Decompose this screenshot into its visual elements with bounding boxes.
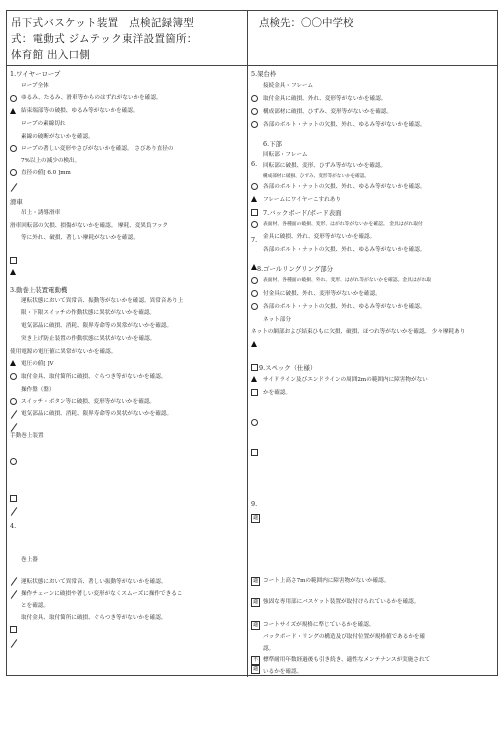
- section-number-4: 4.: [10, 522, 17, 530]
- slash-mark-icon: [11, 590, 18, 599]
- triangle-filled-icon: [10, 360, 16, 366]
- circle-check-icon: [251, 121, 258, 128]
- check-item: ゆるみ、たるみ、滑車等からのはずれがないかを確認。: [21, 95, 162, 101]
- check-item: 突き上げ防止装置の作動状態に異状がないかを確認。: [21, 336, 156, 342]
- section-wire-rope: 1.ワイヤーロープ: [10, 70, 61, 78]
- status-badge: 適: [253, 578, 259, 584]
- square-box-icon: [10, 257, 17, 264]
- header-title-line2: 式：電動式 ジムテック東洋設置箇所：: [11, 33, 198, 45]
- check-item: 各部のボルト・ナットの欠損、外れ、ゆるみ等がないかを確認。: [263, 247, 426, 253]
- status-badge: 適: [253, 515, 259, 521]
- check-item: バックボード・リングの構造及び取付位置が規格値であるかを確: [263, 634, 426, 640]
- section-backboard: 7.バックボード/ボード表面: [263, 209, 342, 217]
- diameter-value: 直径の値[ 6.0 ]mm: [21, 170, 71, 176]
- check-item: 標準耐用年数経過後も引き続き、適性なメンテナンスが実施されて: [263, 657, 431, 663]
- check-item: 運転状態において異常音、振動等がないかを確認。異常音あり上: [21, 298, 184, 304]
- check-item: 各部のボルト・ナットの欠損、外れ、ゆるみ等がないかを確認。: [263, 304, 426, 310]
- check-item: 各部のボルト・ナットの欠損、外れ、ゆるみ等がないかを確認。: [263, 184, 426, 190]
- square-box-icon: [251, 364, 258, 371]
- status-badge-ng: 不: [253, 657, 259, 663]
- check-item: ロープの著しい変形やさびがないかを確認。 さびあり直径の: [21, 146, 174, 152]
- check-item: 強固な専用部にバスケット装置が取付けられているかを確認。: [263, 599, 420, 605]
- circle-check-icon: [251, 221, 258, 228]
- slash-mark-icon: [11, 507, 18, 516]
- slash-mark-icon: [11, 577, 18, 586]
- section-frame: 5.架台枠: [251, 70, 277, 78]
- status-badge: 適: [253, 599, 259, 605]
- row-number: 6.: [251, 160, 258, 168]
- header-title-line1: 吊下式バスケット装置 点検記録簿型: [11, 17, 195, 29]
- slash-mark-icon: [11, 183, 18, 192]
- check-item: 滑車回転部の欠損、損傷がないかを確認。 摩耗、変異負フック: [10, 223, 169, 229]
- circle-check-icon: [10, 398, 17, 405]
- subsection-pulley: 吊上・誘導滑車: [21, 210, 61, 216]
- circle-check-icon: [251, 108, 258, 115]
- row-number: 7.: [251, 236, 258, 244]
- check-item: 回転部に破損、変形、ひずみ等がないかを確認。: [263, 163, 387, 169]
- triangle-filled-icon: [10, 108, 16, 114]
- circle-check-icon: [10, 95, 17, 102]
- check-item: 7%以上の減少の検出。: [21, 158, 81, 164]
- status-badge: 適: [253, 622, 259, 628]
- circle-check-icon: [251, 419, 258, 426]
- check-item: 使用電源の電圧値に異常がないかを確認。: [10, 349, 117, 355]
- check-item: 取付金具に破損、外れ、変形等がないかを確認。: [263, 96, 387, 102]
- slash-mark-icon: [11, 410, 18, 419]
- check-item: サイドライン及びエンドラインの周囲2mの範囲内に障害物がない: [263, 377, 428, 383]
- subsection-connector: 接続金具・フレーム: [263, 83, 314, 89]
- check-item: 認。: [263, 646, 275, 652]
- slash-mark-icon: [11, 423, 18, 432]
- voltage-value: 電圧の値[ ]V: [21, 361, 54, 367]
- column-divider: [247, 65, 248, 677]
- check-item: とを確認。: [21, 603, 49, 609]
- square-box-icon: [251, 389, 258, 396]
- check-item: 構成部材に破損、ひずみ、変形等がないかを確認。: [263, 109, 392, 115]
- header: [7, 11, 497, 66]
- header-title-block: [7, 11, 248, 65]
- inspection-sheet: [6, 10, 498, 676]
- check-item: 等に外れ、破損、著しい摩耗がないかを確認。: [21, 235, 139, 241]
- circle-check-icon: [10, 145, 17, 152]
- triangle-filled-icon: [251, 376, 257, 382]
- check-item: 素線の破断がないかを確認。: [21, 134, 94, 140]
- subsection-rotation: 回転部・フレーム: [263, 152, 308, 158]
- subsection-hoist: 巻上器: [21, 557, 38, 563]
- check-item: コートサイズが規格に準じているかを確認。: [263, 622, 375, 628]
- square-box-icon: [251, 209, 258, 216]
- circle-check-icon: [251, 277, 258, 284]
- check-item: いるかを確認。: [263, 669, 303, 675]
- check-item: 電気部品に破損、消耗、限界寿命等の異常がないかを確認。: [21, 323, 173, 329]
- circle-check-icon: [10, 169, 17, 176]
- check-item: 運転状態において異常音、著しい振動等がないかを確認。: [21, 579, 167, 585]
- circle-check-icon: [251, 303, 258, 310]
- section-motor: 3.動巻上装置電動機: [10, 286, 68, 294]
- section-manual-hoist: 手動巻上装置: [10, 433, 44, 439]
- inspection-target: 点検先：〇〇中学校: [259, 17, 354, 29]
- section-goal-ring: 8.ゴールリングリング部分: [257, 265, 334, 273]
- circle-check-icon: [251, 95, 258, 102]
- header-title-line3: 体育館 出入口側: [11, 49, 91, 61]
- section-pulley: 滑車: [10, 198, 23, 206]
- check-item: 金具に破損、外れ、変形等がないかを確認。: [263, 234, 376, 240]
- circle-check-icon: [10, 458, 17, 465]
- square-box-icon: [251, 449, 258, 456]
- check-item: ロープの素線切れ: [21, 121, 66, 127]
- check-item: かを確認。: [263, 390, 291, 396]
- check-item: ネットの網部および結束ひもに欠損、破損、ほつれ等がないかを確認。 少々摩耗あり: [251, 329, 466, 335]
- circle-check-icon: [251, 183, 258, 190]
- status-badge: 適: [253, 666, 259, 672]
- check-item: 各部のボルト・ナットの欠損、外れ、ゆるみ等がないかを確認。: [263, 122, 426, 128]
- square-box-icon: [10, 495, 17, 502]
- section-number-9: 9.: [251, 500, 258, 508]
- check-item: フレームにワイヤーこすれあり: [263, 197, 341, 203]
- check-item: 取付金具、取付箇所に破損、ぐらつき等がないかを確認。: [21, 374, 167, 380]
- check-item: 取付金具、取付箇所に破損、ぐらつき等がないかを確認。: [21, 615, 167, 621]
- triangle-filled-icon: [251, 196, 257, 202]
- subsection-net: ネット部分: [263, 317, 291, 323]
- check-item: 限・下限スイッチの作動状態に異状がないかを確認。: [21, 310, 156, 316]
- subsection-rope-overall: ロープ全体: [21, 83, 49, 89]
- triangle-filled-icon: [251, 341, 257, 347]
- check-item: 結束端部等の破損、ゆるみ等がないかを確認。: [21, 108, 139, 114]
- triangle-filled-icon: [10, 269, 16, 275]
- section-lower: 6.下部: [263, 140, 282, 148]
- subsection-control-panel: 操作盤（盤）: [21, 387, 55, 393]
- check-item: 表面材、各種面の破損、変形、はがれ等がないかを確認。 金具はがれ取付: [263, 222, 423, 227]
- check-item: 操作チェーンに破損や著しい変形がなくスムーズに操作できるこ: [21, 591, 183, 597]
- check-item: スイッチ・ボタン等に破損、変形等がないかを確認。: [21, 399, 156, 405]
- check-item: 付金具に破損、外れ、変形等がないかを確認。: [263, 291, 381, 297]
- check-item: コート上高さ7mの範囲内に障害物がないか確認。: [263, 578, 390, 584]
- circle-check-icon: [251, 290, 258, 297]
- section-spec: 9.スペック（仕様）: [259, 364, 317, 372]
- circle-check-icon: [10, 373, 17, 380]
- square-box-icon: [10, 626, 17, 633]
- slash-mark-icon: [11, 639, 18, 648]
- check-item: 表面材、各種面の破損、外れ、変形、はがれ等がないかを確認。金具はがれ取: [263, 278, 432, 283]
- check-item: 電気部品に破損、消耗、限界寿命等の異状がないかを確認。: [21, 411, 173, 417]
- check-item: 構成部材に破損、ひずみ、変形等がないかを確認。: [263, 174, 369, 179]
